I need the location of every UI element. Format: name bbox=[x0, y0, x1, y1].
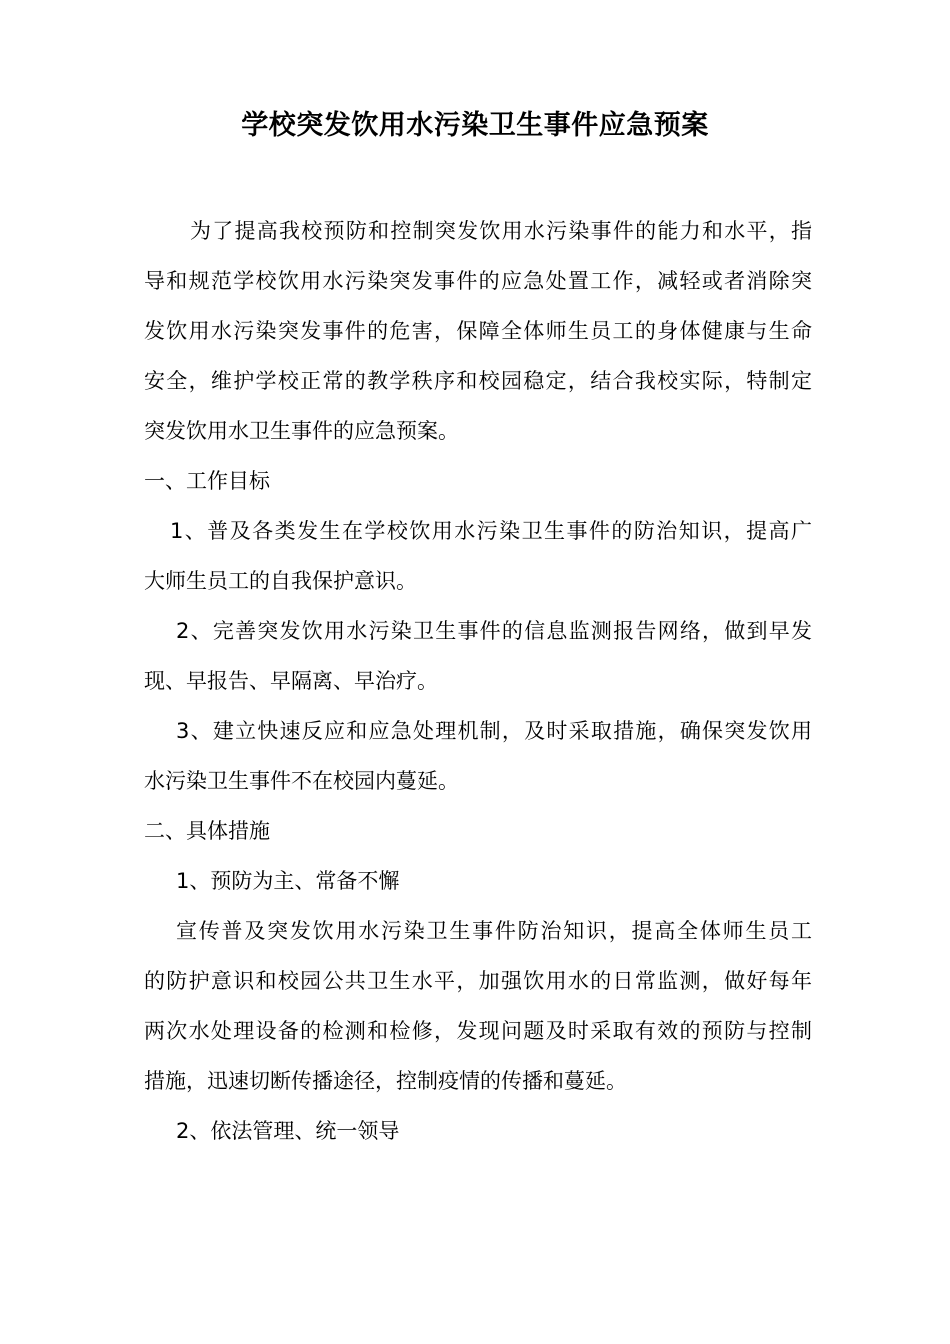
paragraph-line: 措施，迅速切断传播途径，控制疫情的传播和蔓延。 bbox=[144, 1069, 627, 1093]
paragraph-line: 为了提高我校预防和控制突发饮用水污染事件的能力和水平，指 bbox=[190, 219, 812, 243]
paragraph-line: 的防护意识和校园公共卫生水平，加强饮用水的日常监测，做好每年 bbox=[144, 969, 812, 993]
section-heading: 一、工作目标 bbox=[144, 469, 270, 493]
subsection-heading: 2、依法管理、统一领导 bbox=[176, 1119, 400, 1143]
document-title: 学校突发饮用水污染卫生事件应急预案 bbox=[241, 110, 709, 141]
paragraph-line: 导和规范学校饮用水污染突发事件的应急处置工作，减轻或者消除突 bbox=[144, 269, 812, 293]
paragraph-line: 安全，维护学校正常的教学秩序和校园稳定，结合我校实际，特制定 bbox=[144, 369, 812, 393]
list-item-line: 大师生员工的自我保护意识。 bbox=[144, 569, 417, 593]
list-item-line: 1、普及各类发生在学校饮用水污染卫生事件的防治知识，提高广 bbox=[170, 519, 812, 543]
section-heading: 二、具体措施 bbox=[144, 819, 270, 843]
list-item-line: 现、早报告、早隔离、早治疗。 bbox=[144, 669, 438, 693]
list-item-line: 3、建立快速反应和应急处理机制，及时采取措施，确保突发饮用 bbox=[176, 719, 812, 743]
paragraph-line: 宣传普及突发饮用水污染卫生事件防治知识，提高全体师生员工 bbox=[176, 919, 812, 943]
paragraph-line: 发饮用水污染突发事件的危害，保障全体师生员工的身体健康与生命 bbox=[144, 319, 812, 343]
list-item-line: 水污染卫生事件不在校园内蔓延。 bbox=[144, 769, 459, 793]
paragraph-line: 突发饮用水卫生事件的应急预案。 bbox=[144, 419, 459, 443]
paragraph-line: 两次水处理设备的检测和检修，发现问题及时采取有效的预防与控制 bbox=[144, 1019, 812, 1043]
subsection-heading: 1、预防为主、常备不懈 bbox=[176, 869, 400, 893]
list-item-line: 2、完善突发饮用水污染卫生事件的信息监测报告网络，做到早发 bbox=[176, 619, 812, 643]
